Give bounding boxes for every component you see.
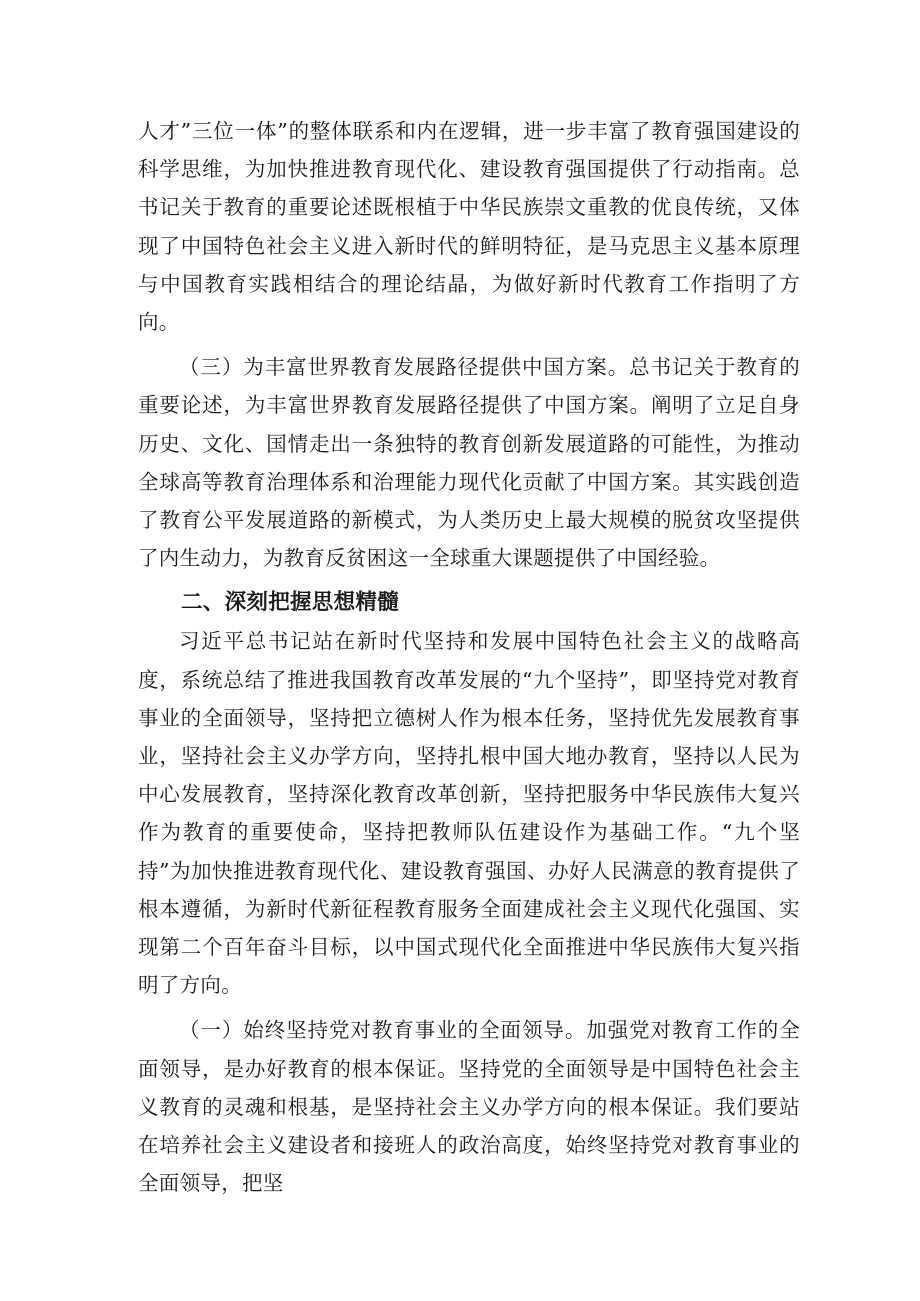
- document-body: [138, 112, 800, 1202]
- paragraph-section-three: （三）为丰富世界教育发展路径提供中国方案。总书记关于教育的重要论述，为丰富世界教育发展路径提供了中国方案。阐明了立足自身历史、文化、国情走出一条独特的教育创新发展道路的可能性，为推动全球高等教育治理体系和治理能力现代化贡献了中国方案。其实践创造了教育公平发展道路的新模式，为人类历史上最大规模的脱贫攻坚提供了内生动力，为教育反贫困这一全球重大课题提供了中国经验。: [138, 355, 800, 571]
- paragraph-continuation: 人才”三位一体”的整体联系和内在逻辑，进一步丰富了教育强国建设的科学思维，为加快推进教育现代化、建设教育强国提供了行动指南。总书记关于教育的重要论述既根植于中华民族崇文重教的优良传统，又体现了中国特色社会主义进入新时代的鲜明特征，是马克思主义基本原理与中国教育实践相结合的理论结晶，为做好新时代教育工作指明了方向。: [138, 119, 800, 335]
- paragraph-section-one: （一）始终坚持党对教育事业的全面领导。加强党对教育工作的全面领导，是办好教育的根本保证。坚持党的全面领导是中国特色社会主义教育的灵魂和根基，是坚持社会主义办学方向的根本保证。我们要站在培养社会主义建设者和接班人的政治高度，始终坚持党对教育事业的全面领导，把坚: [138, 1018, 800, 1196]
- paragraph-nine-persistences: 习近平总书记站在新时代坚持和发展中国特色社会主义的战略高度，系统总结了推进我国教育改革发展的“九个坚持”，即坚持党对教育事业的全面领导，坚持把立德树人作为根本任务，坚持优先发展教育事业，坚持社会主义办学方向，坚持扎根中国大地办教育，坚持以人民为中心发展教育，坚持深化教育改革创新，坚持把服务中华民族伟大复兴作为教育的重要使命，坚持把教师队伍建设作为基础工作。“九个坚持”为加快推进教育现代化、建设教育强国、办好人民满意的教育提供了根本遵循，为新时代新征程教育服务全面建成社会主义现代化强国、实现第二个百年奋斗目标，以中国式现代化全面推进中华民族伟大复兴指明了方向。: [138, 629, 800, 998]
- section-heading: 二、深刻把握思想精髓: [181, 590, 400, 616]
